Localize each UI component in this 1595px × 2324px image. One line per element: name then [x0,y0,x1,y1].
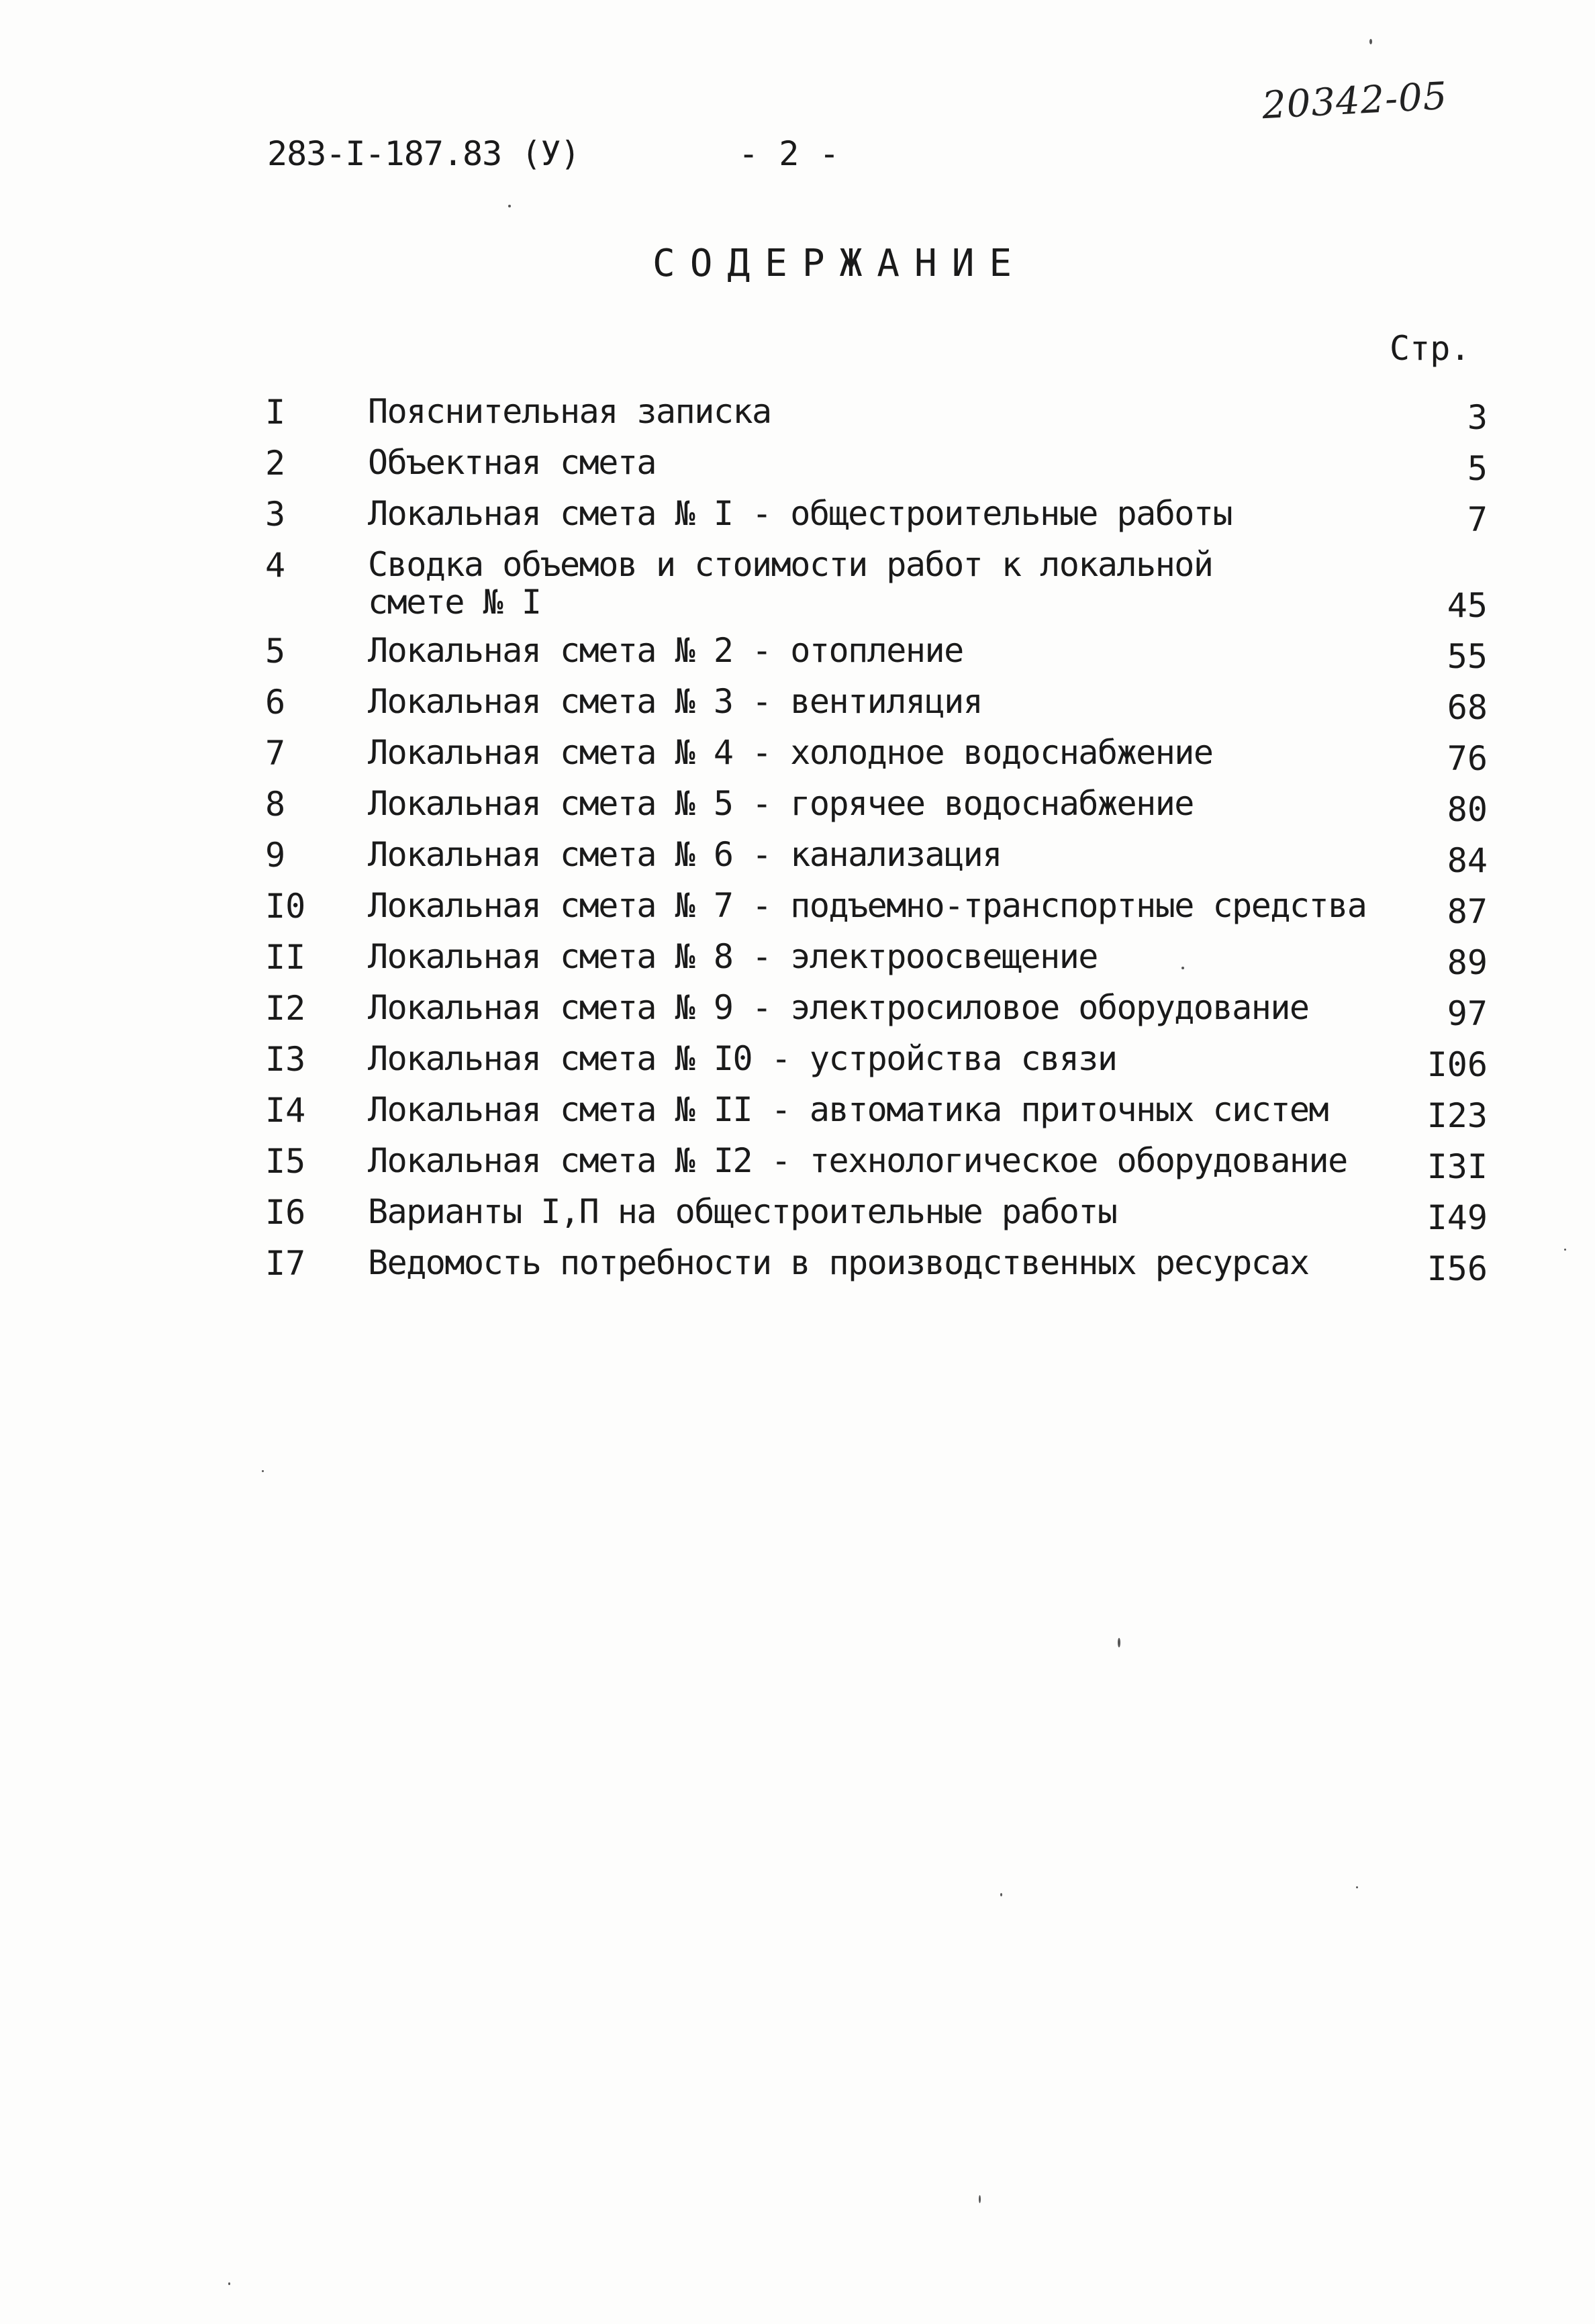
toc-item-title: Локальная смета № 5 - горячее водоснабжение [368,784,1194,823]
toc-item-title: Ведомость потребности в производственных ресурсах [368,1243,1309,1282]
toc-item-page: 3 [1467,398,1488,437]
toc-item-title: Локальная смета № 6 - канализация [368,835,1002,874]
toc-item-number: I2 [265,989,306,1028]
document-code: 283-I-187.83 (У) [267,134,580,173]
toc-item-number: I [265,393,286,432]
scan-speck [979,2195,981,2203]
toc-item-page: 5 [1467,449,1488,488]
scan-speck [1118,1638,1120,1647]
toc-item-title: Локальная смета № I2 - технологическое оборудование [368,1141,1347,1180]
scan-speck [1356,1886,1358,1888]
page-title: СОДЕРЖАНИЕ [652,242,1027,285]
toc-item-page: 97 [1447,994,1488,1033]
toc-item-title: Локальная смета № I0 - устройства связи [368,1039,1117,1078]
scan-speck [1000,1893,1002,1896]
toc-row [0,1193,1595,1244]
toc-item-title: Локальная смета № 8 - электроосвещение [368,937,1098,976]
toc-item-page: I23 [1427,1096,1488,1135]
toc-item-title: Пояснительная записка [368,392,771,431]
toc-item-number: 9 [265,836,286,875]
table-of-contents [0,393,1595,1295]
toc-item-page: I3I [1427,1147,1488,1186]
scan-speck [1564,1249,1566,1251]
toc-item-page: I06 [1427,1045,1488,1084]
toc-item-page: 84 [1447,841,1488,880]
toc-item-number: 6 [265,683,286,722]
toc-item-title: Объектная смета [368,443,657,482]
toc-item-number: 7 [265,734,286,773]
toc-item-page: 89 [1447,943,1488,982]
toc-row [0,836,1595,887]
toc-item-number: I7 [265,1244,306,1283]
scan-speck [228,2282,230,2285]
toc-row [0,734,1595,785]
toc-item-title: Сводка объемов и стоимости работ к локальной смете № I [368,545,1213,622]
toc-item-page: 68 [1447,688,1488,727]
toc-item-number: I6 [265,1193,306,1232]
toc-row [0,495,1595,546]
toc-item-title: Локальная смета № 3 - вентиляция [368,682,983,721]
toc-item-number: 8 [265,785,286,824]
toc-item-title: Локальная смета № 2 - отопление [368,631,963,670]
toc-item-title: Варианты I,П на общестроительные работы [368,1192,1117,1231]
toc-item-number: 4 [265,546,286,585]
toc-item-page: 45 [1447,586,1488,625]
toc-row [0,1091,1595,1142]
toc-row [0,1040,1595,1091]
handwritten-archive-number: 20342-05 [1261,74,1449,128]
toc-item-title: Локальная смета № II - автоматика приточных систем [368,1090,1328,1129]
toc-row [0,887,1595,938]
toc-item-number: 3 [265,495,286,534]
toc-item-number: I3 [265,1040,306,1079]
toc-item-page: 55 [1447,637,1488,676]
toc-row [0,785,1595,836]
scan-speck [262,1470,264,1472]
page-number: - 2 - [738,134,840,173]
toc-row [0,632,1595,683]
scan-speck [1369,39,1372,44]
scan-speck [1181,967,1184,969]
toc-item-page: I56 [1427,1249,1488,1288]
toc-row [0,938,1595,989]
toc-item-number: I0 [265,887,306,926]
toc-item-number: I5 [265,1142,306,1181]
scan-speck [508,205,511,207]
toc-item-number: I4 [265,1091,306,1130]
toc-row [0,444,1595,495]
toc-row [0,683,1595,734]
page-column-header: Стр. [1390,329,1471,368]
toc-item-page: I49 [1427,1198,1488,1237]
toc-item-page: 80 [1447,790,1488,829]
toc-row [0,989,1595,1040]
toc-item-number: 2 [265,444,286,483]
toc-item-title: Локальная смета № 7 - подъемно-транспортные средства [368,886,1367,925]
toc-item-number: 5 [265,632,286,671]
toc-item-number: II [265,938,306,977]
toc-item-title: Локальная смета № 4 - холодное водоснабжение [368,733,1213,772]
toc-item-title: Локальная смета № I - общестроительные работы [368,494,1232,533]
toc-row [0,1142,1595,1193]
toc-row [0,1244,1595,1295]
toc-item-title: Локальная смета № 9 - электросиловое оборудование [368,988,1309,1027]
toc-row [0,546,1595,632]
toc-row [0,393,1595,444]
toc-item-page: 7 [1467,500,1488,539]
toc-item-page: 87 [1447,892,1488,931]
toc-item-page: 76 [1447,739,1488,778]
